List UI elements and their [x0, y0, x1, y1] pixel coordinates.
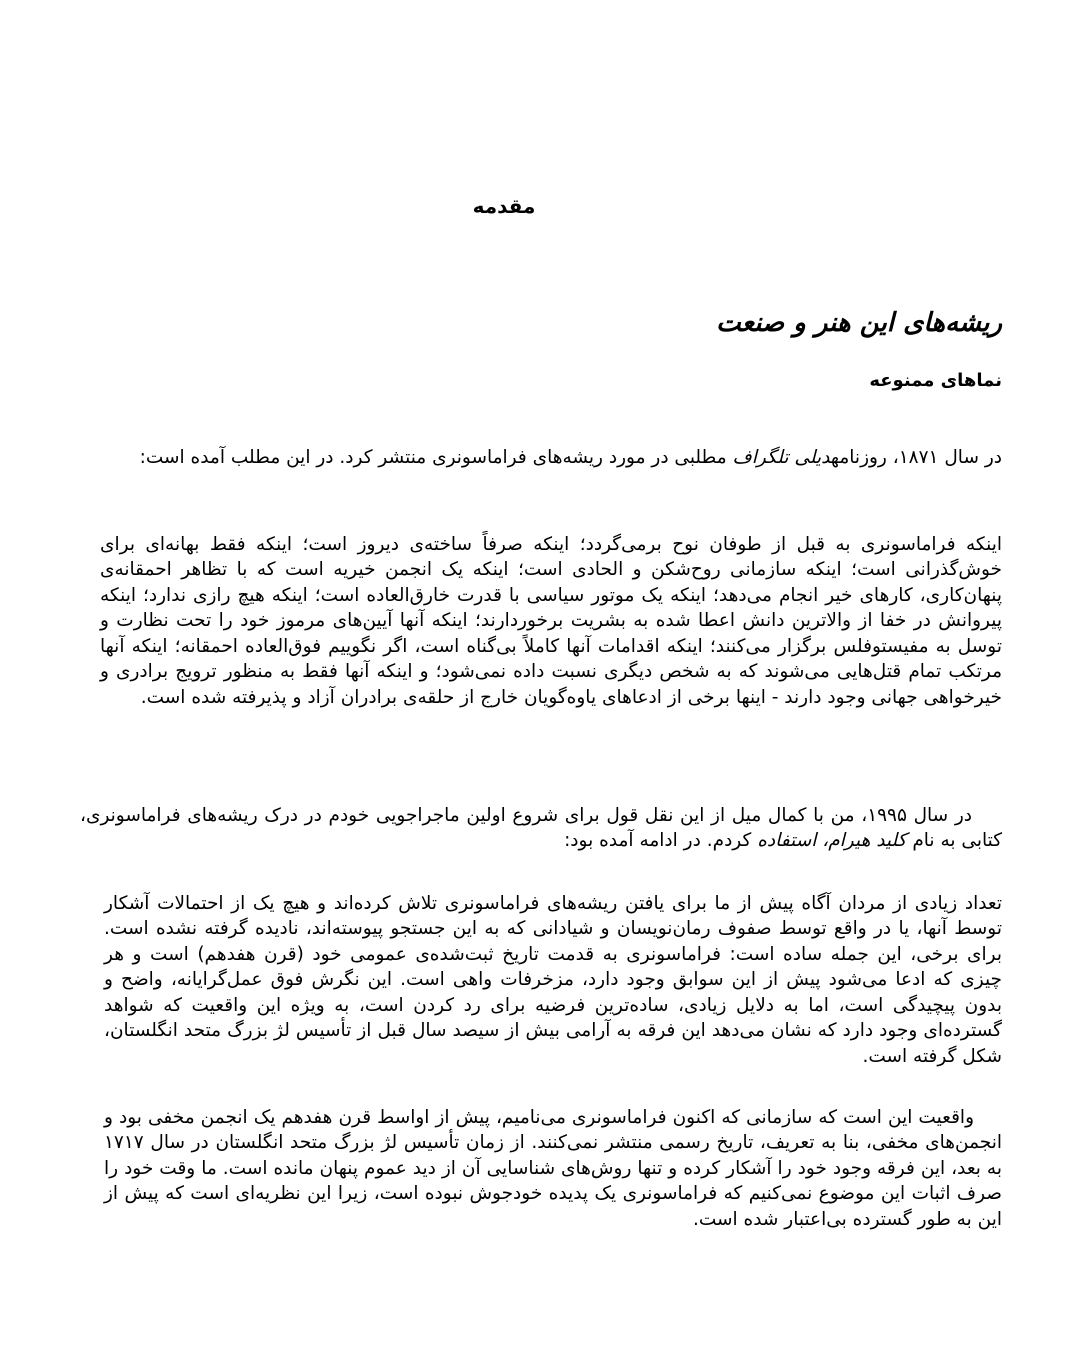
subsection-title: نماهای ممنوعه	[869, 370, 1002, 391]
newspaper-name: دیلی تلگراف	[732, 446, 831, 468]
author-paragraph: در سال ۱۹۹۵، من با کمال میل از این نقل قول برای شروع اولین ماجراجویی خودم در درک ریشه‌های فراماسونری، کتابی به نام کلید هیرام، استفاده کردم. در ادامه آمده بود:	[80, 804, 1002, 851]
section-title: ریشه‌های این هنر و صنعت	[716, 308, 1002, 338]
hiram-key-quote-1: تعداد زیادی از مردان آگاه پیش از ما برای یافتن ریشه‌های فراماسونری تلاش کرده‌اند و هیچ یک از احتمالات آشکار توسط آنها، یا در واقع توسط صفوف رمان‌نویسان و شیادانی که به این جستجو پیوسته‌اند، نادیده گرفته نشده است. برای برخی، این جمله ساده است: فراماسونری به قدمت تاریخ ثبت‌شده‌ی عمومی خود (قرن هفدهم) است و هر چیزی که ادعا می‌شود پیش از این سوابق وجود دارد، مزخرفات واهی است. این نگرش فوق عمل‌گرایانه، واضح و بدون پیچیدگی است، اما به دلایل زیادی، ساده‌ترین فرضیه برای رد کردن است، به ویژه این واقعیت که شواهد گسترده‌ای وجود دارد که نشان می‌دهد این فرقه به آرامی بیش از سیصد سال قبل از تأسیس لژ بزرگ متحد انگلستان، شکل گرفته است.	[104, 892, 1002, 1067]
book-title: کلید هیرام، استفاده	[757, 830, 907, 851]
hiram-key-quote-2: واقعیت این است که سازمانی که اکنون فراماسونری می‌نامیم، پیش از اواسط قرن هفدهم یک انجمن مخفی بود و انجمن‌های مخفی، بنا به تعریف، تاریخ رسمی منتشر نمی‌کنند. از زمان تأسیس لژ بزرگ متحد انگلستان در سال ۱۷۱۷ به بعد، این فرقه وجود خود را آشکار کرده و تنها روش‌های شناسایی آن از دید عموم پنهان مانده است. ما وقت خود را صرف اثبات این موضوع نمی‌کنیم که فراماسونری یک پدیده خودجوش نبوده است، زیرا این نظریه‌ای است که پیش از این به طور گسترده بی‌اعتبار شده است.	[104, 1106, 1002, 1230]
telegraph-quote: اینکه فراماسونری به قبل از طوفان نوح برمی‌گردد؛ اینکه صرفاً ساخته‌ی دیروز است؛ اینکه فقط بهانه‌ای برای خوش‌گذرانی است؛ اینکه سازمانی روح‌شکن و الحادی است؛ اینکه یک انجمن خیریه است که با تظاهر احمقانه‌ی پنهان‌کاری، کارهای خیر انجام می‌دهد؛ اینکه یک موتور سیاسی با قدرت خارق‌العاده است؛ اینکه هیچ رازی ندارد؛ اینکه پیروانش در خفا از والاترین دانش اعطا شده به بشریت برخوردارند؛ اینکه آنها آیین‌های مرموز خود را تحت نظارت و توسل به مفیستوفلس برگزار می‌کنند؛ اینکه اقدامات آنها کاملاً بی‌گناه است، اگر نگوییم فوق‌العاده احمقانه؛ اینکه آنها مرتکب تمام قتل‌هایی می‌شوند که به شخص دیگری نسبت داده نمی‌شود؛ و اینکه آنها فقط به منظور ترویج برادری و خیرخواهی جهانی وجود دارند - اینها برخی از ادعاهای یاوه‌گویان خارج از حلقه‌ی برادران آزاد و پذیرفته شده است.	[100, 533, 1002, 708]
intro-paragraph: در سال ۱۸۷۱، روزنامهدیلی تلگراف مطلبی در مورد ریشه‌های فراماسونری منتشر کرد. در این مطلب آمده است:	[139, 446, 1002, 468]
chapter-heading: مقدمه	[472, 194, 536, 218]
